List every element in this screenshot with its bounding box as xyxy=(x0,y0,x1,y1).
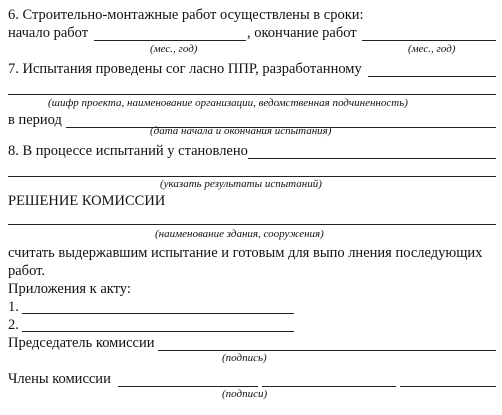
section8-line1: 8. В процессе испытаний у становлено xyxy=(8,143,248,159)
results-field-cont[interactable] xyxy=(8,176,496,177)
chairman-caption: (подпись) xyxy=(222,352,267,364)
attachment-item-2-label: 2. xyxy=(8,317,19,333)
member-signature-field-3[interactable] xyxy=(400,386,496,387)
work-start-label: начало работ xyxy=(8,25,89,41)
attachment-item-1-field[interactable] xyxy=(22,313,294,314)
ppr-developer-field-cont[interactable] xyxy=(8,94,496,95)
building-caption: (наименование здания, сооружения) xyxy=(155,228,324,240)
work-end-label: , окончание работ xyxy=(247,25,357,41)
work-start-caption: (мес., год) xyxy=(150,43,198,55)
members-caption: (подписи) xyxy=(222,388,268,400)
attachments-label: Приложения к акту: xyxy=(8,281,131,297)
section7-line1: 7. Испытания проведены сог ласно ППР, разработанному xyxy=(8,61,362,77)
member-signature-field-1[interactable] xyxy=(118,386,258,387)
chairman-signature-field[interactable] xyxy=(158,350,496,351)
project-caption: (шифр проекта, наименование организации, ведомственная подчиненность) xyxy=(48,97,408,109)
chairman-label: Председатель комиссии xyxy=(8,335,155,351)
decision-text-line2: работ. xyxy=(8,263,45,279)
ppr-developer-field[interactable] xyxy=(368,76,496,77)
attachment-item-2-field[interactable] xyxy=(22,331,294,332)
section6-line1: 6. Строительно-монтажные работ осуществлены в сроки: xyxy=(8,7,364,23)
decision-heading: РЕШЕНИЕ КОМИССИИ xyxy=(8,193,166,209)
attachment-item-1-label: 1. xyxy=(8,299,19,315)
member-signature-field-2[interactable] xyxy=(262,386,396,387)
results-caption: (указать результаты испытаний) xyxy=(160,178,322,190)
work-end-caption: (мес., год) xyxy=(408,43,456,55)
period-caption: (дата начала и окончания испытания) xyxy=(150,125,332,137)
members-label: Члены комиссии xyxy=(8,371,111,387)
work-start-field[interactable] xyxy=(94,40,246,41)
decision-text-line1: считать выдержавшим испытание и готовым для выпо лнения последующих xyxy=(8,245,483,261)
results-field[interactable] xyxy=(248,158,496,159)
period-label: в период xyxy=(8,112,62,128)
building-name-field[interactable] xyxy=(8,224,496,225)
work-end-field[interactable] xyxy=(362,40,496,41)
